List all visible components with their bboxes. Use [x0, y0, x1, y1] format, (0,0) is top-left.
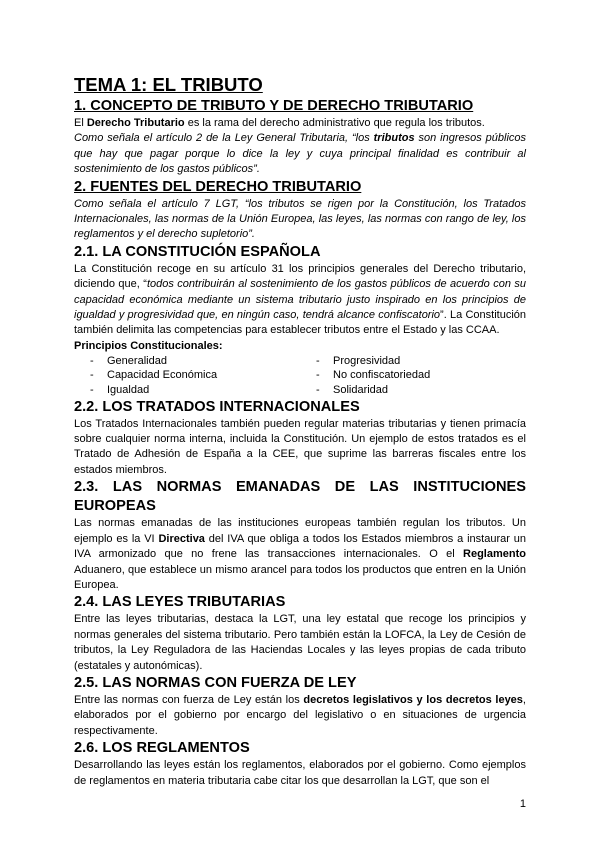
- paragraph-normas-europeas: Las normas emanadas de las instituciones europeas también regulan los tributos. Un ejemplo es la VI Directiva del IVA que obliga a todos los Estados miembros a instaurar un IVA armonizado que no frene las transacciones internacionales. O el Reglamento Aduanero, que establece un mismo arancel para todos los productos que entren en la Unión Europea.: [74, 517, 526, 591]
- list-item: - Capacidad Económica: [90, 369, 218, 382]
- page-title: TEMA 1: EL TRIBUTO: [74, 74, 263, 95]
- heading-section-2-3: 2.3. LAS NORMAS EMANADAS DE LAS INSTITUCIONES: [74, 479, 526, 496]
- paragraph-reglamentos: Desarrollando las leyes están los reglamentos, elaborados por el gobierno. Como ejemplos de reglamentos en materia tributaria cabe citar los que desarrollan la LGT, que son el: [74, 759, 526, 787]
- paragraph-tributo-definition: Como señala el artículo 2 de la Ley General Tributaria, “los tributos son ingresos públicos que hay que pagar porque lo dice la ley y cuya principal finalidad es contribuir al sostenimiento de los gastos públicos”.: [74, 132, 527, 176]
- page-number: 1: [519, 798, 526, 810]
- principles-title: Principios Constitucionales:: [74, 339, 223, 352]
- principles-left-column: [74, 354, 300, 398]
- list-item: - No confiscatoriedad: [316, 369, 431, 382]
- heading-section-2-6: 2.6. LOS REGLAMENTOS: [74, 740, 250, 757]
- heading-section-2-3-line2: EUROPEAS: [74, 498, 156, 515]
- paragraph-derecho-tributario: El Derecho Tributario es la rama del derecho administrativo que regula los tributos.: [74, 117, 485, 129]
- paragraph-constitucion: La Constitución recoge en su artículo 31 los principios generales del Derecho tributario, diciendo que, “todos contribuirán al sostenimiento de los gastos públicos de acuerdo con su capacidad económica mediante un sistema tributario justo inspirado en los principios de igualdad y progresividad que, en ningún caso, tendrá alcance confiscatorio”. La Constitución también delimita las competencias para establecer tributos entre el Estado y las CCAA.: [74, 262, 526, 337]
- heading-section-2-5: 2.5. LAS NORMAS CON FUERZA DE LEY: [74, 674, 357, 691]
- principles-list: [74, 354, 526, 398]
- paragraph-leyes: Entre las leyes tributarias, destaca la LGT, una ley estatal que recoge los principios y normas generales del sistema tributario. Pero también están la LOFCA, la Ley de Cesión de tributos, la Ley Reguladora de las Haciendas Locales y las leyes propias de cada tributo (estatales y autonómicas).: [74, 613, 526, 672]
- list-item: - Progresividad: [316, 354, 401, 367]
- paragraph-tratados: Los Tratados Internacionales también pueden regular materias tributarias y tienen primacía sobre cualquier norma interna, incluida la Constitución. Un ejemplo de estos tratados es el Tratado de Adhesión de España a la CEE, que suprime las barreras fiscales entre los estados miembros.: [74, 417, 526, 476]
- heading-section-2-4: 2.4. LAS LEYES TRIBUTARIAS: [74, 594, 286, 611]
- principles-right-column: [300, 354, 526, 398]
- list-item: - Solidaridad: [316, 384, 389, 397]
- paragraph-fuerza-ley: Entre las normas con fuerza de Ley están los decretos legislativos y los decretos leyes, elaborados por el gobierno por encargo del legislativo o en situaciones de urgencia respectivamente.: [74, 693, 526, 737]
- heading-section-2: 2. FUENTES DEL DERECHO TRIBUTARIO: [74, 178, 362, 195]
- heading-section-2-1: 2.1. LA CONSTITUCIÓN ESPAÑOLA: [74, 243, 321, 260]
- heading-section-1: 1. CONCEPTO DE TRIBUTO Y DE DERECHO TRIBUTARIO: [74, 98, 474, 114]
- paragraph-fuentes: Como señala el artículo 7 LGT, “los tributos se rigen por la Constitución, los Tratados Internacionales, las normas de la Unión Europea, las leyes, las normas con rango de ley, los reglamentos y el derecho supletorio”.: [74, 197, 526, 241]
- heading-section-2-2: 2.2. LOS TRATADOS INTERNACIONALES: [74, 398, 360, 415]
- list-item: - Generalidad: [90, 354, 167, 367]
- list-item: - Igualdad: [90, 384, 150, 397]
